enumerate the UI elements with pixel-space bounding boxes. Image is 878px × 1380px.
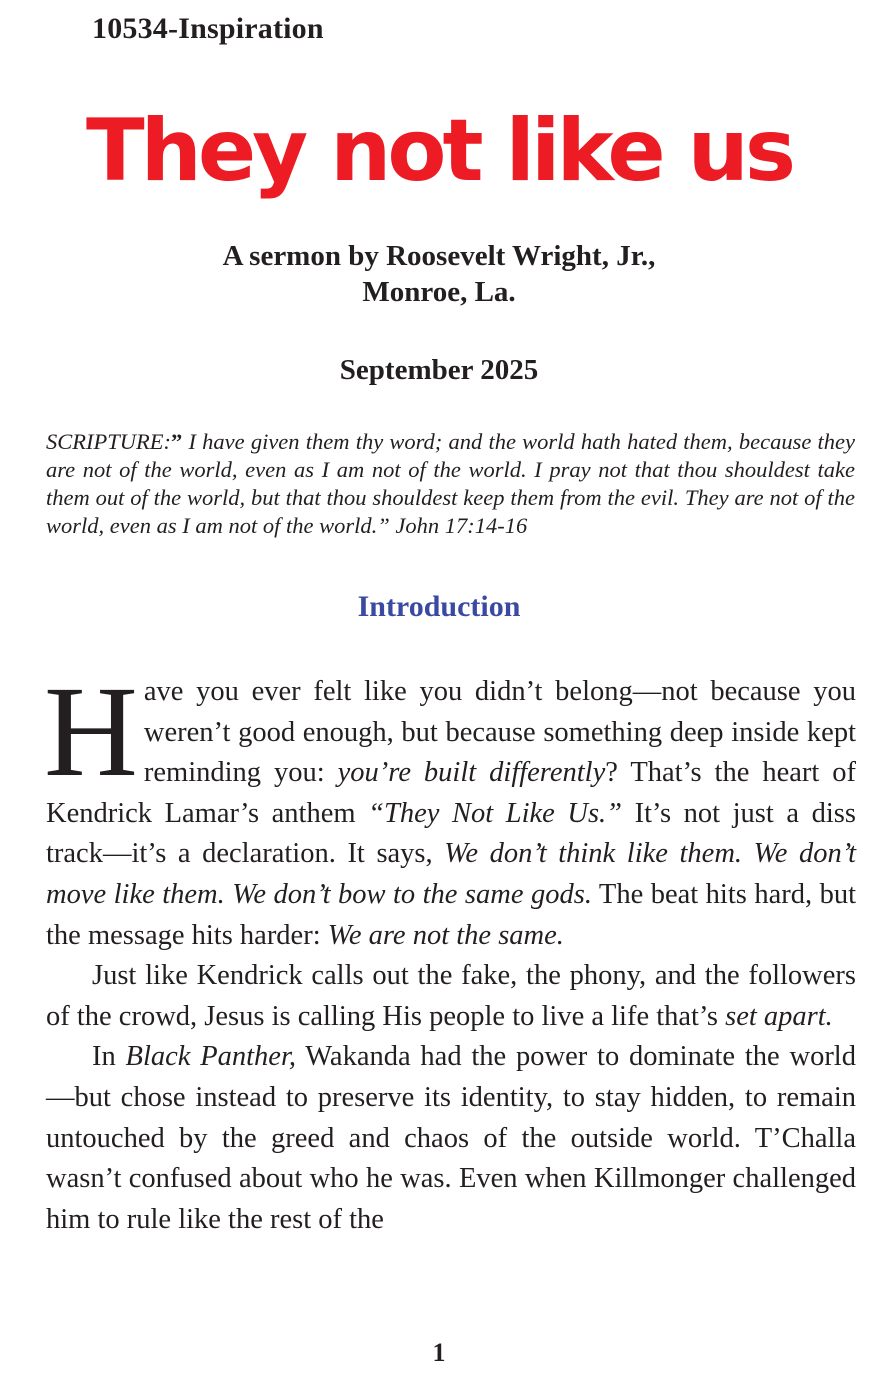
- paragraph-2-text-1: Just like Kendrick calls out the fake, the phony, and the followers of the crowd, Jesus is calling His people to live a life that’s: [46, 960, 856, 1032]
- paragraph-1-italic-4: We are not the same.: [327, 919, 564, 951]
- paragraph-3-text-1: In: [92, 1041, 126, 1073]
- byline-author: A sermon by Roosevelt Wright, Jr.,: [222, 240, 656, 272]
- paragraph-1-text-3: It’s not just a diss track—it’s a declaration. It says,: [46, 797, 856, 870]
- scripture-text: I have given them thy word; and the world hath hated them, because they are not of the world, even as I am not of the world. I pray not that thou shouldest take them out of the world, but that thou shouldest keep them from the evil. They are not of the world, even as I am not of the world.” John 17:14-16: [46, 429, 855, 538]
- paragraph-2: [46, 956, 856, 1037]
- section-heading: Introduction: [357, 590, 521, 623]
- scripture-label: SCRIPTURE:: [46, 429, 171, 454]
- paragraph-3: [46, 1037, 856, 1240]
- byline-location: Monroe, La.: [362, 276, 516, 308]
- paragraph-1-italic-2: “They Not Like Us.”: [368, 797, 623, 829]
- paragraph-1-text-1: ave you ever felt like you didn’t belong—not because you weren’t good enough, but because something deep inside kept reminding you:: [143, 676, 856, 789]
- paragraph-2-italic-1: set apart.: [725, 1000, 833, 1032]
- paragraph-1-text-4: The beat hits hard, but the message hits harder:: [46, 878, 856, 951]
- paragraph-1-text-2: ? That’s the heart of Kendrick Lamar’s anthem: [46, 757, 856, 829]
- drop-cap: H: [44, 660, 138, 804]
- paragraph-1-italic-3: We don’t think like them. We don’t move like them. We don’t bow to the same gods.: [46, 838, 856, 910]
- sermon-body: [44, 660, 856, 1240]
- page-number: 1: [432, 1338, 446, 1367]
- scripture-passage: [46, 428, 855, 540]
- paragraph-1: [44, 660, 856, 956]
- paragraph-3-italic-1: Black Panther,: [125, 1041, 297, 1073]
- paragraph-3-text-2: Wakanda had the power to dominate the world—but chose instead to preserve its identity, to stay hidden, to remain untouched by the greed and chaos of the outside world. T’Challa wasn’t confused about who he was. Even when Killmonger challenged him to rule like the rest of the: [46, 1041, 856, 1235]
- scripture-open-quote: ”: [170, 429, 183, 454]
- sermon-title: They not like us: [85, 101, 793, 201]
- sermon-date: September 2025: [339, 354, 539, 386]
- paragraph-1-italic-1: you’re built differently: [337, 757, 606, 789]
- document-code: 10534-Inspiration: [92, 12, 324, 45]
- byline: [0, 238, 878, 310]
